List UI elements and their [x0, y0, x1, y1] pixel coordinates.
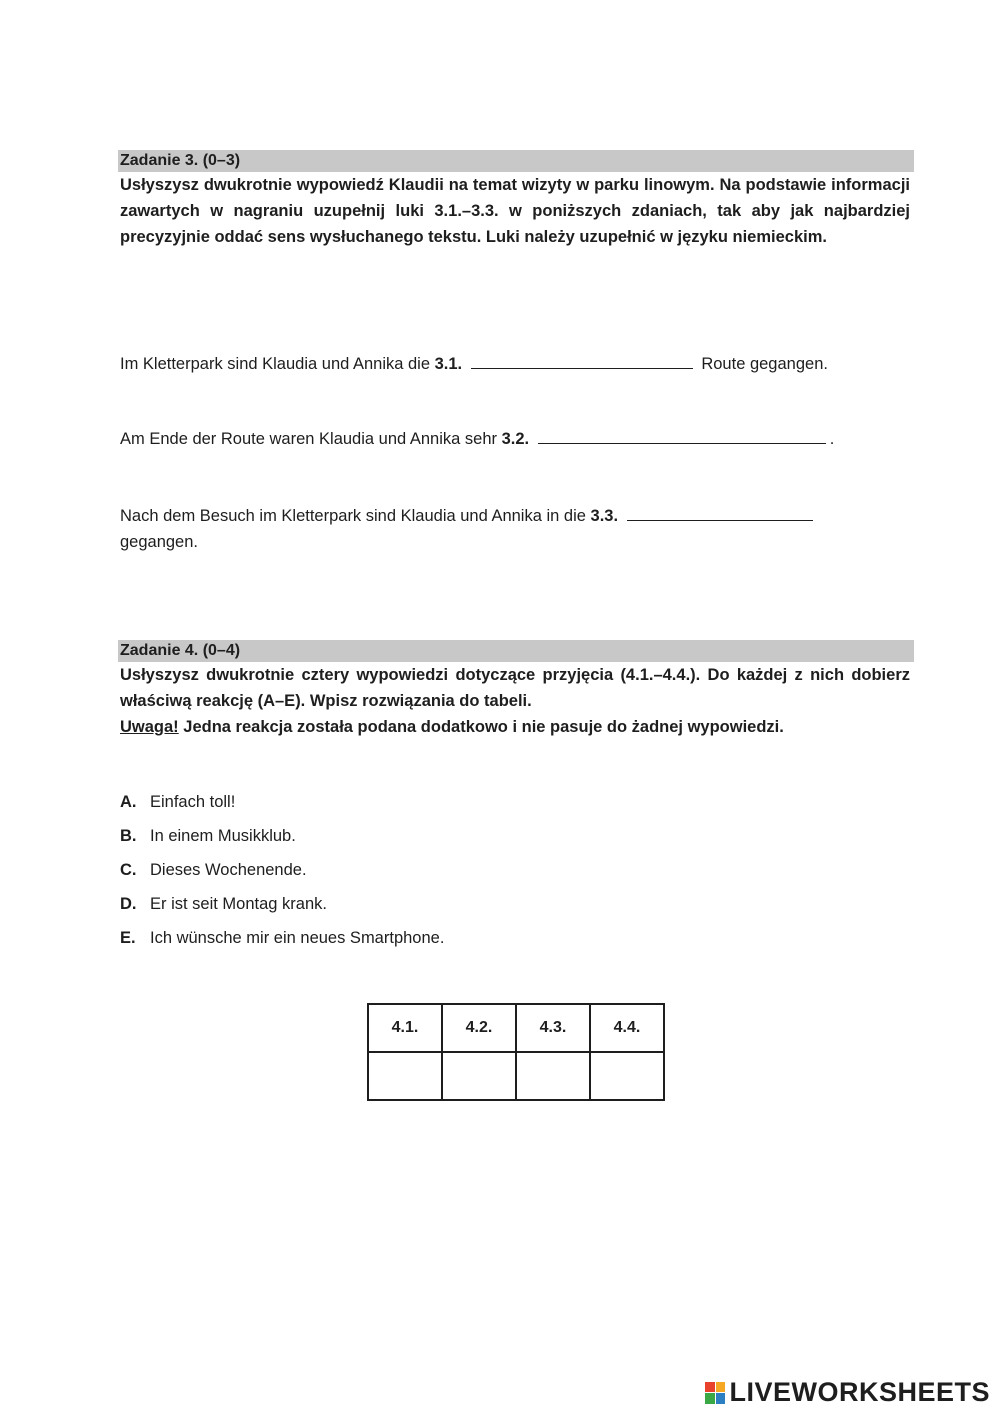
logo-square-1	[705, 1382, 715, 1393]
header-4-3: 4.3.	[516, 1004, 590, 1052]
watermark-text: LIVEWORKSHEETS	[729, 1377, 990, 1407]
gap-3-2-input[interactable]	[538, 429, 826, 444]
answer-4-4-input[interactable]	[590, 1052, 664, 1100]
option-b: B. In einem Musikklub.	[120, 827, 296, 845]
task4-instruction: Usłyszysz dwukrotnie cztery wypowiedzi dotyczące przyjęcia (4.1.–4.4.). Do każdej z nich dobierz właściwą reakcję (A–E). Wpisz rozwiązania do tabeli. Uwaga! Jedna reakcja została podana dodatkowo i nie pasuje do żadnej wypowiedzi.	[120, 666, 910, 736]
sentence-3-1: Im Kletterpark sind Klaudia und Annika die 3.1. Route gegangen.	[120, 355, 828, 373]
option-d: D. Er ist seit Montag krank.	[120, 895, 327, 913]
gap-number-3-3: 3.3.	[590, 507, 619, 525]
gap-3-1-input[interactable]	[471, 354, 693, 369]
header-4-1: 4.1.	[368, 1004, 442, 1052]
option-e: E. Ich wünsche mir ein neues Smartphone.	[120, 929, 445, 947]
task3-title: Zadanie 3. (0–3)	[118, 150, 914, 172]
answer-4-1-input[interactable]	[368, 1052, 442, 1100]
answer-table-input-row	[368, 1052, 664, 1100]
liveworksheets-logo-icon	[705, 1382, 725, 1404]
note-label: Uwaga!	[120, 718, 179, 736]
answer-4-2-input[interactable]	[442, 1052, 516, 1100]
gap-number-3-2: 3.2.	[501, 430, 530, 448]
gap-3-3-input[interactable]	[627, 506, 813, 521]
logo-square-3	[705, 1393, 715, 1404]
task4-title: Zadanie 4. (0–4)	[118, 640, 914, 662]
header-4-2: 4.2.	[442, 1004, 516, 1052]
sentence-3-2: Am Ende der Route waren Klaudia und Annika sehr 3.2. .	[120, 430, 835, 448]
liveworksheets-watermark	[705, 1377, 990, 1408]
reaction-options-list	[120, 788, 444, 958]
logo-square-4	[716, 1393, 726, 1404]
logo-square-2	[716, 1382, 726, 1393]
sentence-3-3: Nach dem Besuch im Kletterpark sind Klaudia und Annika in die 3.3. gegangen.	[120, 503, 910, 555]
gap-number-3-1: 3.1.	[434, 355, 463, 373]
note-text: Jedna reakcja została podana dodatkowo i nie pasuje do żadnej wypowiedzi.	[183, 718, 784, 736]
option-c: C. Dieses Wochenende.	[120, 861, 307, 879]
answer-4-3-input[interactable]	[516, 1052, 590, 1100]
task3-instruction: Usłyszysz dwukrotnie wypowiedź Klaudii na temat wizyty w parku linowym. Na podstawie informacji zawartych w nagraniu uzupełnij luki 3.1.–3.3. w poniższych zdaniach, tak aby jak najbardziej precyzyjnie oddać sens wysłuchanego tekstu. Luki należy uzupełnić w języku niemieckim.	[120, 176, 910, 246]
answer-table	[367, 1003, 665, 1101]
answer-table-header-row	[368, 1004, 664, 1052]
header-4-4: 4.4.	[590, 1004, 664, 1052]
option-a: A. Einfach toll!	[120, 793, 236, 811]
